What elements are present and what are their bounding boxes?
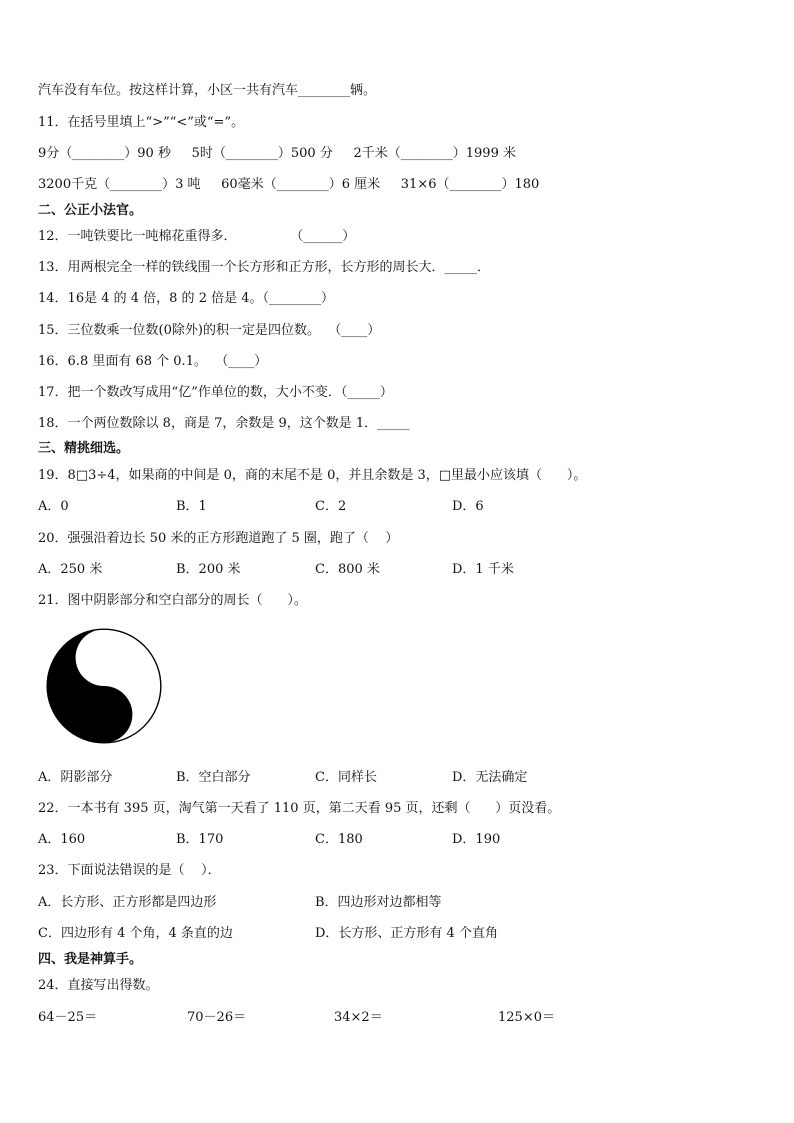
q22-option-a[interactable]: A．160 xyxy=(38,832,86,847)
section-4-heading: 四、我是神算手。 xyxy=(38,952,143,967)
q21: 21．图中阴影部分和空白部分的周长（ ）。 xyxy=(38,593,307,608)
q11-row-2: 3200千克（________）3 吨 60毫米（________）6 厘米 31×6（________）180 xyxy=(38,177,540,192)
q14: 14．16是 4 的 4 倍，8 的 2 倍是 4。（________） xyxy=(38,291,334,306)
q21-option-b[interactable]: B．空白部分 xyxy=(176,770,251,785)
q21-option-a[interactable]: A．阴影部分 xyxy=(38,770,113,785)
q16: 16．6.8 里面有 68 个 0.1。 （____） xyxy=(38,354,268,369)
q22: 22．一本书有 395 页，淘气第一天看了 110 页，第二天看 95 页，还剩（ ）页没看。 xyxy=(38,801,561,816)
q24: 24．直接写出得数。 xyxy=(38,978,159,993)
q20-option-b[interactable]: B．200 米 xyxy=(176,562,241,577)
q12: 12．一吨铁要比一吨棉花重得多． （______） xyxy=(38,229,356,244)
q20-option-a[interactable]: A．250 米 xyxy=(38,562,103,577)
taiji-figure xyxy=(46,628,162,744)
q19: 19．8□3÷4，如果商的中间是 0，商的末尾不是 0，并且余数是 3，□里最小应该填（ ）。 xyxy=(38,468,587,483)
q20-option-c[interactable]: C．800 米 xyxy=(315,562,380,577)
q23: 23．下面说法错误的是（ ）． xyxy=(38,863,221,878)
q13: 13．用两根完全一样的铁线围一个长方形和正方形，长方形的周长大．_____． xyxy=(38,260,491,275)
q17: 17．把一个数改写成用“亿”作单位的数，大小不变．（_____） xyxy=(38,385,393,400)
q21-option-d[interactable]: D．无法确定 xyxy=(452,770,528,785)
q23-option-a[interactable]: A．长方形、正方形都是四边形 xyxy=(38,895,217,910)
q15: 15．三位数乘一位数(0除外)的积一定是四位数。 （____） xyxy=(38,323,381,338)
q18: 18．一个两位数除以 8，商是 7，余数是 9，这个数是 1．_____ xyxy=(38,416,410,431)
q22-option-d[interactable]: D．190 xyxy=(452,832,501,847)
q23-option-b[interactable]: B．四边形对边都相等 xyxy=(315,895,442,910)
q11-row-1: 9分（________）90 秒 5时（________）500 分 2千米（________）1999 米 xyxy=(38,146,516,161)
q19-option-d[interactable]: D．6 xyxy=(452,499,484,514)
q23-option-c[interactable]: C．四边形有 4 个角，4 条直的边 xyxy=(38,926,233,941)
q20-option-d[interactable]: D．1 千米 xyxy=(452,562,514,577)
section-2-heading: 二、公正小法官。 xyxy=(38,203,143,218)
q22-option-b[interactable]: B．170 xyxy=(176,832,224,847)
section-3-heading: 三、精挑细选。 xyxy=(38,441,130,456)
q19-option-a[interactable]: A．0 xyxy=(38,499,69,514)
q11-title: 11．在括号里填上“>”“<”或“=”。 xyxy=(38,115,245,130)
q22-option-c[interactable]: C．180 xyxy=(315,832,363,847)
q19-option-c[interactable]: C．2 xyxy=(315,499,347,514)
q10-tail: 汽车没有车位。按这样计算，小区一共有汽车________辆。 xyxy=(38,83,377,98)
q21-option-c[interactable]: C．同样长 xyxy=(315,770,377,785)
q20: 20．强强沿着边长 50 米的正方形跑道跑了 5 圈，跑了（ ） xyxy=(38,531,399,546)
q24-item-1: 64－25＝ xyxy=(38,1010,98,1025)
q23-option-d[interactable]: D．长方形、正方形有 4 个直角 xyxy=(315,926,498,941)
q24-item-3: 34×2＝ xyxy=(334,1010,383,1025)
q24-item-2: 70－26＝ xyxy=(187,1010,247,1025)
q24-item-4: 125×0＝ xyxy=(498,1010,555,1025)
q19-option-b[interactable]: B．1 xyxy=(176,499,207,514)
